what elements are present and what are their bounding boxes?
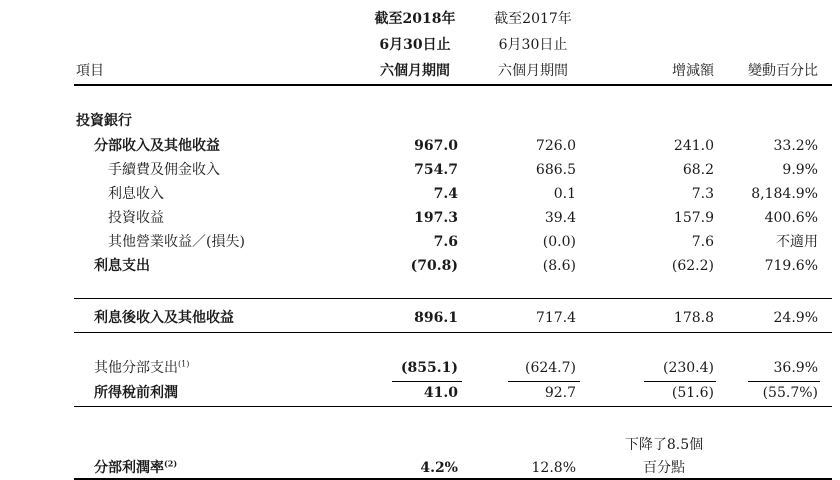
value-change: 178.8 xyxy=(673,310,714,326)
footnote-marker: (1) xyxy=(178,359,190,369)
header-2017-line2: 6月30日止 xyxy=(498,37,568,53)
table-row xyxy=(0,382,840,404)
row-label: 手續費及佣金收入 xyxy=(108,162,220,178)
footnote-marker: (2) xyxy=(164,458,178,469)
table-row xyxy=(0,183,840,205)
row-label: 所得稅前利潤 xyxy=(94,385,178,401)
row-label: 投資收益 xyxy=(108,210,164,226)
table-row xyxy=(0,135,840,157)
table-row xyxy=(0,307,840,329)
table-row xyxy=(0,159,840,181)
value-change: 7.6 xyxy=(691,234,714,250)
value-change: (51.6) xyxy=(671,385,714,401)
margin-change-line2: 百分點 xyxy=(643,460,685,476)
row-label: 其他營業收益／(損失) xyxy=(108,234,245,250)
section-rule xyxy=(74,406,832,407)
value-2018: 754.7 xyxy=(414,162,458,178)
row-label-text: 分部利潤率 xyxy=(94,460,164,476)
value-change: (62.2) xyxy=(671,258,714,274)
table-row xyxy=(0,255,840,277)
header-2018-line3: 六個月期間 xyxy=(380,63,450,79)
value-pct: 719.6% xyxy=(764,258,818,274)
value-2017: (0.0) xyxy=(542,234,576,250)
value-2017: 12.8% xyxy=(531,460,576,476)
subtotal-rule-top xyxy=(74,298,832,299)
value-2017: 686.5 xyxy=(535,162,576,178)
value-2017: 92.7 xyxy=(544,385,576,401)
value-2018: 197.3 xyxy=(414,210,458,226)
value-pct: 8,184.9% xyxy=(751,186,818,202)
row-label-text: 其他分部支出 xyxy=(94,360,178,376)
subtotal-rule-bottom xyxy=(74,332,832,333)
value-2018: 41.0 xyxy=(423,385,458,401)
header-change: 增減額 xyxy=(672,63,714,79)
value-2017: (624.7) xyxy=(524,360,576,376)
value-2017: 39.4 xyxy=(544,210,576,226)
row-label: 利息後收入及其他收益 xyxy=(94,310,234,326)
header-pct: 變動百分比 xyxy=(748,63,818,79)
value-change: 157.9 xyxy=(673,210,714,226)
section-title-row xyxy=(0,110,840,132)
row-label: 分部收入及其他收益 xyxy=(94,138,220,154)
value-pct: 24.9% xyxy=(773,310,818,326)
value-2018: (70.8) xyxy=(410,258,458,274)
header-2017-line3: 六個月期間 xyxy=(498,63,568,79)
value-2018: 967.0 xyxy=(414,138,458,154)
value-2018: 4.2% xyxy=(420,460,458,476)
value-2018: 7.4 xyxy=(433,186,458,202)
table-row xyxy=(0,231,840,253)
value-pct: 400.6% xyxy=(764,210,818,226)
table-row xyxy=(0,457,840,479)
value-change: (230.4) xyxy=(662,360,714,376)
value-change: 241.0 xyxy=(673,138,714,154)
header-2018-line1: 截至2018年 xyxy=(374,11,456,27)
value-2018: 896.1 xyxy=(414,310,458,326)
header-item: 項目 xyxy=(76,63,104,79)
value-2018: 7.6 xyxy=(433,234,458,250)
table-row xyxy=(0,207,840,229)
row-label: 利息收入 xyxy=(108,186,164,202)
value-change: 68.2 xyxy=(682,162,714,178)
value-2017: 717.4 xyxy=(535,310,576,326)
row-label: 利息支出 xyxy=(94,258,150,274)
value-pct: 不適用 xyxy=(776,234,818,250)
value-2017: 726.0 xyxy=(535,138,576,154)
margin-change-line1: 下降了8.5個 xyxy=(624,437,704,453)
value-2017: 0.1 xyxy=(553,186,576,202)
value-2018: (855.1) xyxy=(400,360,458,376)
section-title: 投資銀行 xyxy=(76,113,132,129)
table-row xyxy=(0,357,840,379)
header-2018-line2: 6月30日止 xyxy=(379,37,451,53)
value-pct: 33.2% xyxy=(773,138,818,154)
value-pct: 9.9% xyxy=(782,162,818,178)
value-pct: (55.7%) xyxy=(762,385,818,401)
row-label xyxy=(94,457,177,479)
value-2017: (8.6) xyxy=(542,258,576,274)
value-pct: 36.9% xyxy=(773,360,818,376)
row-label xyxy=(94,357,189,379)
value-change: 7.3 xyxy=(691,186,714,202)
header-rule xyxy=(74,84,832,86)
header-2017-line1: 截至2017年 xyxy=(494,11,572,27)
